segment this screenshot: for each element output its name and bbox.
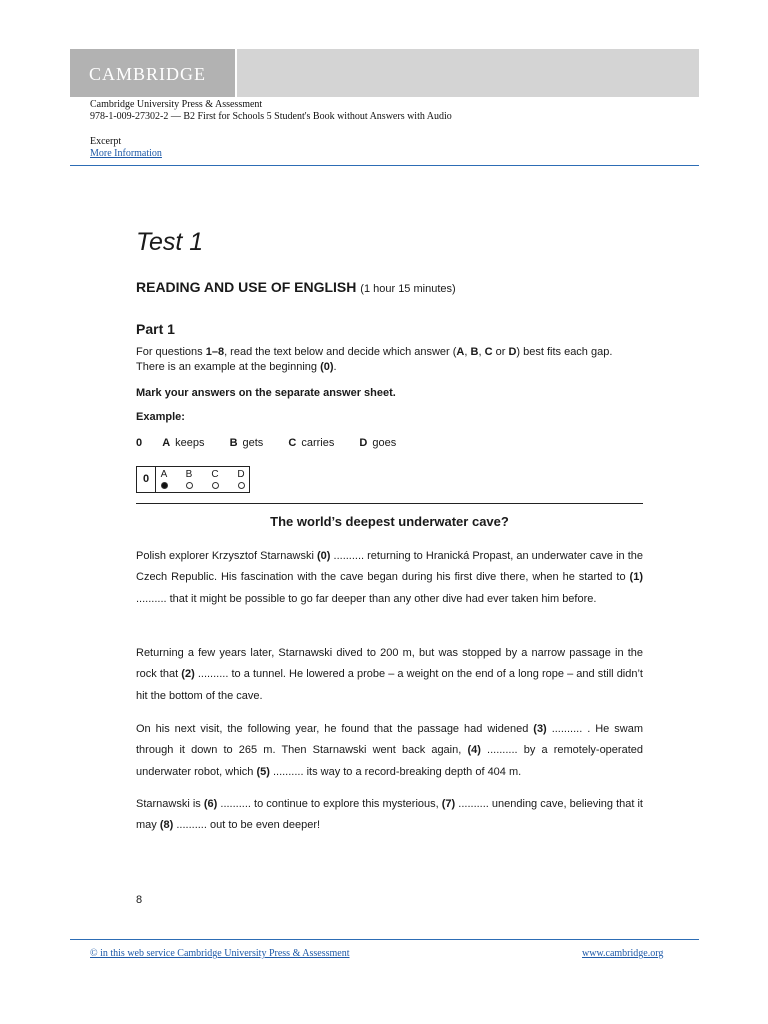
instr-opt-c: C [484, 346, 493, 358]
section-heading [136, 279, 643, 295]
excerpt-label: Excerpt [90, 136, 122, 147]
passage-title: The world’s deepest underwater cave? [270, 514, 509, 529]
answer-grid-number: 0 [137, 467, 156, 492]
passage-paragraph-2: Returning a few years later, Starnawski dived to 200 m, but was stopped by a narrow passage in the rock that (2) .......... to a tunnel. He lowered a probe – a weight on the end of a long rope – and still didn’t hit the bottom of the cave. [136, 647, 643, 702]
footer-divider [70, 939, 699, 940]
answer-col-c: C [209, 469, 221, 489]
section-duration: (1 hour 15 minutes) [360, 283, 456, 295]
answer-col-d: D [235, 469, 247, 489]
instr-text: ) best fits each gap. [516, 346, 613, 358]
example-options [136, 437, 643, 449]
instr-text: For questions [136, 346, 206, 358]
answer-sheet-note: Mark your answers on the separate answer sheet. [136, 387, 396, 399]
instr-text: , read the text below and decide which answer ( [224, 346, 457, 358]
cambridge-logo: CAMBRIDGE [89, 64, 207, 84]
banner-fill [237, 49, 699, 97]
instr-range: 1–8 [205, 346, 225, 358]
cambridge-logo-box [70, 49, 235, 97]
example-label: Example: [136, 411, 185, 423]
passage-paragraph-1: Polish explorer Krzysztof Starnawski (0) .......... returning to Hranická Propast, an underwater cave in the Czech Republic. His fascination with the cave began during his first dive there, when he started to (1) .......... that it might be possible to go far deeper than any other dive had ever taken him before. [136, 550, 644, 605]
header-divider [70, 165, 699, 166]
instr-opt-b: B [470, 346, 479, 358]
answer-col-b: B [183, 469, 195, 489]
passage-paragraph-3: On his next visit, the following year, he found that the passage had widened (3) .......... . He swam through it down to 265 m. Then Starnawski went back again, (4) .......... by a remotely-operated underwater robot, which (5) .......... its way to a record-breaking depth of 404 m. [136, 723, 643, 778]
page-number: 8 [136, 894, 143, 906]
website-link[interactable]: www.cambridge.org [582, 948, 664, 959]
instr-text: There is an example at the beginning [136, 361, 321, 373]
book-title: 978-1-009-27302-2 — B2 First for Schools 5 Student's Book without Answers with Audio [90, 111, 452, 122]
passage-paragraph-4: Starnawski is (6) .......... to continue to explore this mysterious, (7) .......... unending cave, believing that it may (8) .......... out to be even deeper! [136, 798, 643, 832]
instructions: For questions 1–8, read the text below and decide which answer (A, B, C or D) best fits each gap. There is an example at the beginning (0). [136, 346, 613, 373]
part-heading: Part 1 [136, 321, 175, 337]
filled-bubble-icon [161, 482, 168, 489]
instr-opt-d: D [508, 346, 517, 358]
test-title: Test 1 [136, 228, 204, 256]
header-banner [70, 49, 699, 97]
more-information-link[interactable]: More Information [90, 148, 162, 159]
option-d: D goes [359, 437, 397, 449]
answer-col-a: A [158, 469, 170, 489]
publisher-name: Cambridge University Press & Assessment [90, 99, 263, 110]
example-answer-grid [136, 466, 250, 493]
example-number: 0 [136, 437, 143, 449]
instr-text: or [492, 346, 509, 358]
option-a: A keeps [162, 437, 205, 449]
copyright-link[interactable]: © in this web service Cambridge University Press & Assessment [90, 948, 350, 959]
empty-bubble-icon [186, 482, 193, 489]
option-c: C carries [288, 437, 335, 449]
instr-opt-a: A [456, 346, 465, 358]
instr-text: . [333, 361, 337, 373]
passage-divider [136, 503, 643, 504]
option-b: B gets [229, 437, 264, 449]
empty-bubble-icon [212, 482, 219, 489]
section-title: READING AND USE OF ENGLISH [136, 279, 357, 295]
empty-bubble-icon [238, 482, 245, 489]
instr-example-num: (0) [320, 361, 334, 373]
